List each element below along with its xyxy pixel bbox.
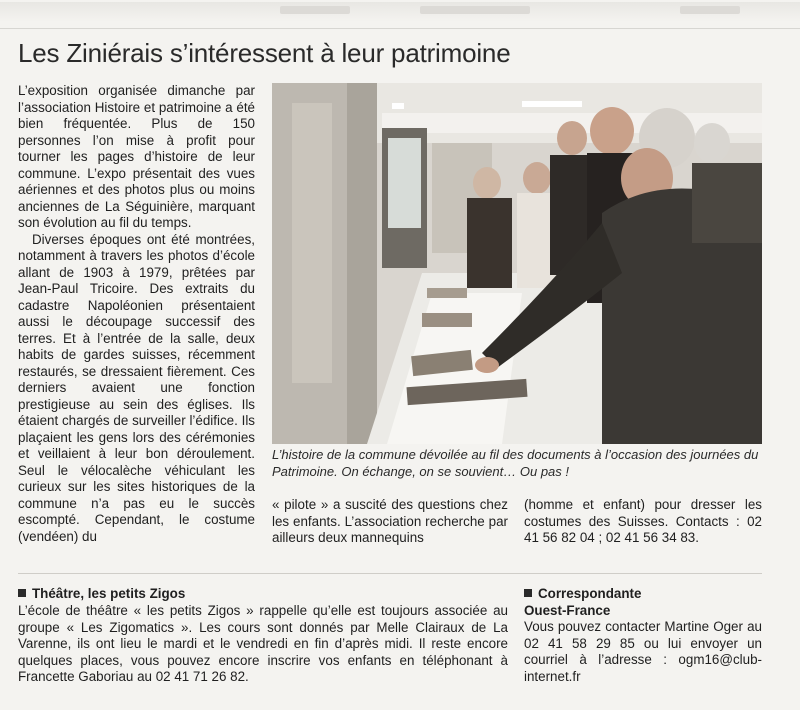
photo-caption: L’histoire de la commune dévoilée au fil des documents à l’occasion des journées du Patrimoine. On échange, on se souvient… Ou pas ! [272, 447, 759, 479]
paragraph-2: Diverses époques ont été montrées, notamment à travers les photos d’école allant de 1903 à 1979, prêtées par Jean-Paul Tricoire. Des extraits du cadastre Napoléonien présentaient aussi le découpage successif des terres. Et à l’entrée de la salle, deux habits de gardes suisses, récemment restaurés, se dressaient fièrement. Ces derniers avaient une fonction prestigieuse au sein des églises. Ils étaient chargés de surveiller l’édifice. Ils plaçaient les gens lors des cérémonies et veillaient à leur bon déroulement. Seul le vélocalèche véhiculant les curieux sur les sites historiques de la commune n’a pas eu le succès escompté. Cependant, le costume (vendéen) du [18, 231, 255, 544]
article-photo [272, 83, 762, 444]
article-column-2 [272, 497, 508, 547]
brief-correspondent-text: Vous pouvez contacter Martine Oger au 02 41 58 29 85 ou lui envoyer un courriel à l’adresse : ogm16@club-internet.fr [524, 619, 762, 684]
brief-correspondent-title-text: Correspondante [538, 586, 642, 601]
brief-correspondent-title [524, 586, 641, 603]
bullet-square-icon [18, 589, 26, 597]
brief-correspondent-body [524, 619, 762, 685]
paragraph-4: (homme et enfant) pour dresser les costumes des Suisses. Contacts : 02 41 56 82 04 ; 02 41 56 34 83. [524, 497, 762, 545]
bullet-square-icon [524, 589, 532, 597]
brief-theatre-body [18, 603, 508, 686]
article-column-1 [18, 83, 255, 545]
article-title: Les Ziniérais s’intéressent à leur patrimoine [18, 38, 511, 68]
exhibition-photo-illustration [272, 83, 762, 444]
paragraph-3: « pilote » a suscité des questions chez les enfants. L’association recherche par ailleurs deux mannequins [272, 497, 508, 545]
top-rule [0, 28, 800, 29]
brief-theatre-text: L’école de théâtre « les petits Zigos » rappelle qu’elle est toujours associée au groupe « Les Zigomatics ». Les cours sont donnés par Melle Clairaux de La Varenne, ils ont lieu le mardi et le vendredi en fin d’après midi. Il reste encore quelques places, vous pouvez encore inscrire vos enfants en téléphonant à Francette Gaboriau au 02 41 71 26 82. [18, 603, 508, 684]
article-column-3 [524, 497, 762, 547]
previous-article-bleed [0, 2, 800, 22]
section-divider [18, 573, 762, 574]
brief-theatre-title-text: Théâtre, les petits Zigos [32, 586, 186, 601]
brief-correspondent-subtitle: Ouest-France [524, 603, 611, 618]
paragraph-1: L’exposition organisée dimanche par l’association Histoire et patrimoine a été bien fréquentée. Plus de 150 personnes l’on mise à profit pour tourner les pages d’histoire de leur commune. L’expo présentait des vues aériennes et des photos plus ou moins anciennes de La Séguinière, marquant son évolution au fil du temps. [18, 83, 255, 230]
brief-theatre-title [18, 586, 185, 603]
